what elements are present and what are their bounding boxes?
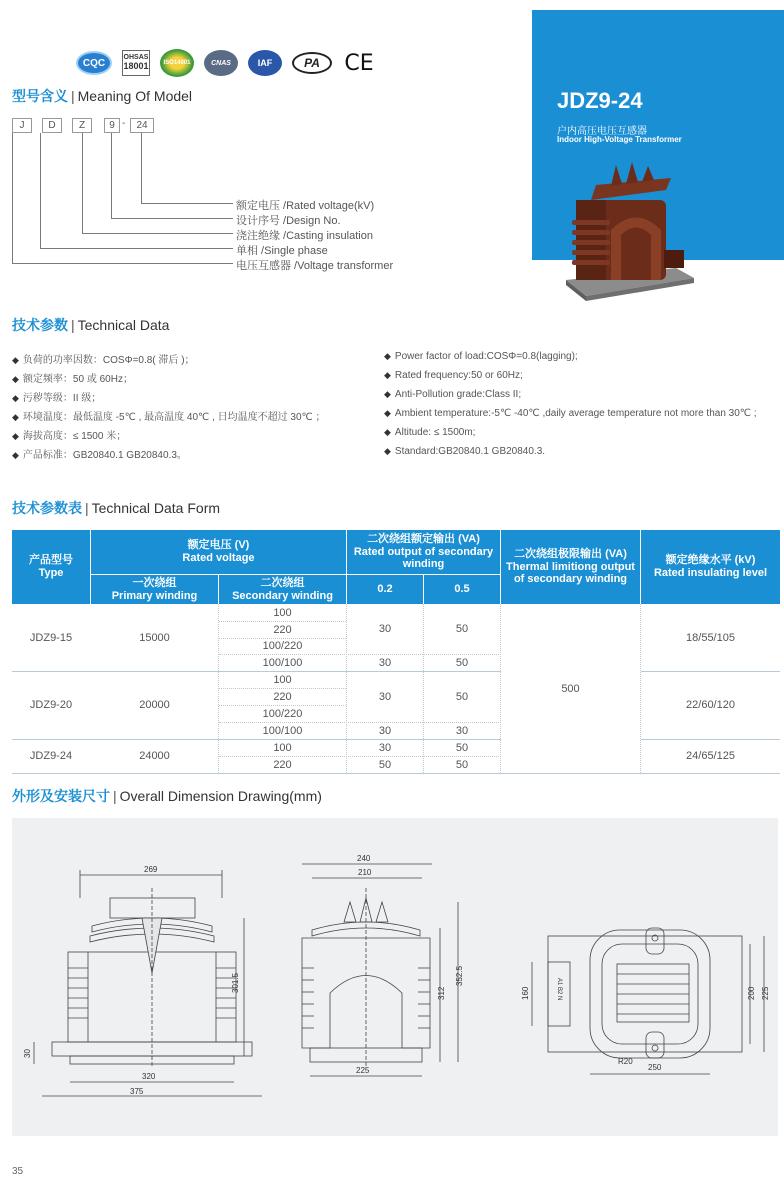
dimension-title-cn: 外形及安装尺寸 <box>12 788 110 804</box>
dim-plan-height-left: 160 <box>521 986 530 1000</box>
header-thermal-output: 二次绕组极限输出 (VA) Thermal limitiong output of secondary winding <box>501 530 640 604</box>
cell-insulation: 24/65/125 <box>686 750 735 762</box>
cell-type: JDZ9-20 <box>29 699 73 711</box>
ohsas-logo <box>122 50 150 76</box>
cell-secondary: 100/220 <box>262 640 303 652</box>
cell-output-0-2: 30 <box>378 690 392 703</box>
cell-secondary: 100/220 <box>262 707 303 720</box>
connector-line <box>82 133 83 233</box>
header-primary: 一次绕组 Primary winding <box>91 575 218 604</box>
dim-plan-radius: R20 <box>618 1057 633 1066</box>
cell-output-0-2: 30 <box>378 623 392 635</box>
spec-item-cn: ◆ 额定频率：50 或 60Hz； <box>12 374 133 385</box>
cell-primary: 24000 <box>139 750 170 762</box>
connector-line <box>111 218 233 219</box>
meaning-single-phase: 单相 /Single phase <box>236 245 328 257</box>
model-code-box: D <box>42 118 62 133</box>
header-insulation: 额定绝缘水平 (kV) Rated insulating level <box>641 530 780 604</box>
dim-front-base-height: 30 <box>23 1049 32 1058</box>
model-meaning-title: 型号含义 | Meaning Of Model <box>12 88 193 104</box>
technical-data-title-en: Technical Data <box>77 317 170 333</box>
cell-secondary: 100 <box>273 673 292 686</box>
model-code-box: 24 <box>130 118 154 133</box>
model-code-box: Z <box>72 118 92 133</box>
data-form-title: 技术参数表 | Technical Data Form <box>12 500 221 516</box>
header-rated-voltage: 额定电压 (V) Rated voltage <box>91 530 346 574</box>
dim-plan-height-right-2: 225 <box>761 986 770 1000</box>
dim-side-height-1: 312 <box>437 986 446 1000</box>
ohsas-sub: 18001 <box>123 60 149 71</box>
model-code-dash: - <box>122 118 126 129</box>
model-meaning-title-cn: 型号含义 <box>12 88 68 104</box>
cell-primary: 15000 <box>139 631 170 644</box>
spec-item-cn: ◆ 产品标准：GB20840.1 GB20840.3。 <box>12 450 187 461</box>
plan-terminal-label: A1 B2 N <box>556 978 562 1001</box>
side-view <box>302 854 464 1076</box>
header-secondary: 二次绕组 Secondary winding <box>219 575 346 604</box>
model-code-box: J <box>12 118 32 133</box>
iso14001-logo: ISO14001 <box>160 49 194 77</box>
spec-item-cn: ◆ 海拔高度：≤ 1500 米； <box>12 431 127 442</box>
cell-output-0-2: 50 <box>378 758 392 771</box>
cell-output-0-5: 50 <box>455 758 469 771</box>
meaning-design-no: 设计序号 /Design No. <box>236 215 341 227</box>
product-model: JDZ9-24 <box>557 88 643 113</box>
data-form-title-en: Technical Data Form <box>91 500 221 516</box>
product-photo <box>556 160 696 310</box>
cell-secondary: 100 <box>273 741 292 754</box>
cell-output-0-5: 50 <box>455 741 469 754</box>
cell-output-0-2: 30 <box>378 724 392 737</box>
cell-secondary: 220 <box>273 758 292 771</box>
spec-item-en: ◆ Power factor of load:COSΦ=0.8(lagging); <box>384 351 578 362</box>
connector-line <box>40 133 41 248</box>
connector-line <box>141 203 233 204</box>
meaning-voltage-transformer: 电压互感器 /Voltage transformer <box>236 260 394 272</box>
cell-secondary: 220 <box>273 690 292 703</box>
plan-view <box>521 928 770 1074</box>
cell-thermal-output: 500 <box>561 682 580 695</box>
technical-data-title-cn: 技术参数 <box>12 317 68 333</box>
connector-line <box>141 133 142 203</box>
spec-item-en: ◆ Standard:GB20840.1 GB20840.3. <box>384 446 546 457</box>
cell-output-0-5: 50 <box>455 656 469 669</box>
cell-insulation: 18/55/105 <box>686 631 735 644</box>
iaf-logo: IAF <box>248 50 282 76</box>
cell-output-0-5: 50 <box>455 623 469 635</box>
spec-item-en: ◆ Altitude: ≤ 1500m; <box>384 427 476 438</box>
cell-secondary: 220 <box>273 623 292 636</box>
certification-logos <box>76 49 376 77</box>
cell-secondary: 100 <box>273 606 292 619</box>
header-rated-output: 二次绕组额定输出 (VA) Rated output of secondary winding <box>347 530 500 574</box>
dim-front-width-mid: 320 <box>142 1072 156 1081</box>
dim-front-width-top: 269 <box>144 865 158 874</box>
dim-plan-height-right-1: 200 <box>747 986 756 1000</box>
model-code-box: 9 <box>104 118 120 133</box>
table-bottom-border <box>12 773 780 774</box>
cqc-logo: CQC <box>76 51 112 75</box>
dim-front-width-base: 375 <box>130 1087 144 1096</box>
header-type: 产品型号 Type <box>12 530 90 604</box>
header-class-0-5: 0.5 <box>424 575 500 604</box>
spec-item-en: ◆ Anti-Pollution grade:Class II; <box>384 389 522 400</box>
cell-insulation: 22/60/120 <box>686 699 735 711</box>
connector-line <box>12 263 233 264</box>
product-name-en: Indoor High-Voltage Transformer <box>557 135 682 144</box>
dim-side-height-2: 352.5 <box>455 965 464 986</box>
connector-line <box>12 133 13 263</box>
cell-type: JDZ9-15 <box>29 631 73 644</box>
dimension-title: 外形及安装尺寸 | Overall Dimension Drawing(mm) <box>12 788 322 804</box>
front-view <box>23 865 262 1096</box>
spec-item-en: ◆ Rated frequency:50 or 60Hz; <box>384 370 523 381</box>
connector-line <box>40 248 233 249</box>
cell-output-0-5: 50 <box>455 690 469 703</box>
dim-side-width-base: 225 <box>356 1066 370 1075</box>
dimension-drawing <box>12 818 778 1136</box>
data-form-title-cn: 技术参数表 <box>12 500 82 516</box>
connector-line <box>111 133 112 218</box>
model-meaning-title-en: Meaning Of Model <box>77 88 193 104</box>
cell-output-0-2: 30 <box>378 656 392 669</box>
spec-item-cn: ◆ 负荷的功率因数：COSΦ=0.8( 滞后 )； <box>12 355 195 366</box>
spec-item-cn: ◆ 污秽等级：II 级； <box>12 393 102 404</box>
dim-side-width-top: 240 <box>357 854 371 863</box>
page-number: 35 <box>12 1166 24 1177</box>
dim-plan-width: 250 <box>648 1063 662 1072</box>
cell-primary: 20000 <box>139 699 170 711</box>
cell-output-0-5: 30 <box>455 724 469 737</box>
ohsas-label: OHSAS <box>123 54 149 62</box>
dimension-title-en: Overall Dimension Drawing(mm) <box>119 788 322 804</box>
ce-logo: CE <box>344 50 374 76</box>
meaning-rated-voltage: 额定电压 /Rated voltage(kV) <box>236 200 375 212</box>
spec-item-en: ◆ Ambient temperature:-5℃ -40℃ ,daily average temperature not more than 30℃ ; <box>384 408 757 419</box>
spec-item-cn: ◆ 环境温度：最低温度 -5℃ , 最高温度 40℃ , 日均温度不超过 30℃ ； <box>12 412 326 423</box>
cell-secondary: 100/100 <box>262 724 303 737</box>
technical-data-title: 技术参数 | Technical Data <box>12 317 170 333</box>
cell-type: JDZ9-24 <box>29 750 73 762</box>
pa-logo: PA <box>292 52 332 74</box>
cnas-logo: CNAS <box>204 50 238 76</box>
meaning-casting-insulation: 浇注绝缘 /Casting insulation <box>236 230 373 242</box>
product-name-cn: 户内高压电压互感器 <box>557 126 647 137</box>
cell-secondary: 100/100 <box>262 656 303 669</box>
header-class-0-2: 0.2 <box>347 575 423 604</box>
dim-front-height: 301.5 <box>231 972 240 993</box>
connector-line <box>82 233 233 234</box>
dim-side-width-inner: 210 <box>358 868 372 877</box>
cell-output-0-2: 30 <box>378 741 392 754</box>
